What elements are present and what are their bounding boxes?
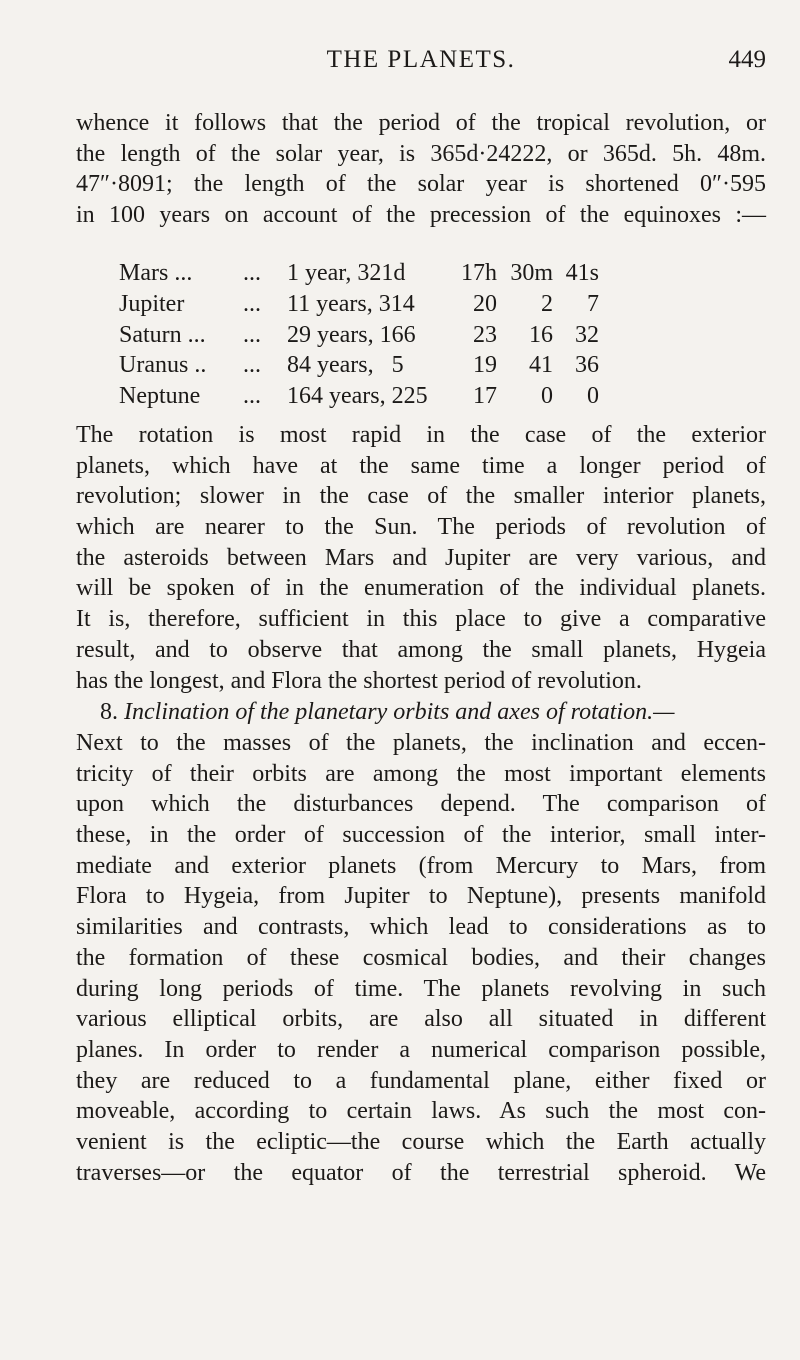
text-line: mediate and exterior planets (from Mercury to Mars, from	[76, 852, 766, 879]
text-line: Flora to Hygeia, from Jupiter to Neptune), presents manifold	[76, 883, 766, 910]
text-line: moveable, according to certain laws. As such the most con-	[76, 1098, 766, 1125]
leader-dots: ...	[243, 290, 261, 317]
page-number: 449	[728, 46, 766, 73]
period-hours: 19	[473, 352, 497, 379]
text-line: these, in the order of succession of the interior, small inter-	[76, 822, 766, 849]
intro-paragraph	[76, 108, 766, 231]
section-8-paragraph	[76, 728, 766, 1188]
period-seconds: 36	[575, 352, 599, 379]
period-years-days: 11 years, 314	[287, 290, 415, 317]
leader-dots: ...	[243, 260, 261, 286]
text-line: The rotation is most rapid in the case of the exterior	[76, 422, 766, 448]
text-line: the length of the solar year, is 365d·24222, or 365d. 5h. 48m.	[76, 140, 766, 167]
planet-name: Uranus ..	[119, 352, 207, 379]
text-line: result, and to observe that among the small planets, Hygeia	[76, 636, 766, 663]
text-line: traverses—or the equator of the terrestrial spheroid. We	[76, 1159, 766, 1186]
text-line: 47″·8091; the length of the solar year is shortened 0″·595	[76, 171, 766, 198]
text-line: during long periods of time. The planets revolving in such	[76, 975, 766, 1002]
period-years-days: 29 years, 166	[287, 321, 416, 348]
section-number: 8.	[100, 699, 118, 725]
planet-name: Mars ...	[119, 260, 193, 286]
planet-name: Jupiter	[119, 290, 185, 317]
running-head	[76, 46, 766, 86]
table-row	[119, 352, 759, 383]
table-row	[119, 322, 759, 353]
period-hours: 17h	[461, 260, 497, 286]
leader-dots: ...	[243, 321, 261, 348]
text-line: the formation of these cosmical bodies, and their changes	[76, 944, 766, 971]
period-years-days: 84 years, 5	[287, 352, 404, 379]
planet-name: Saturn ...	[119, 321, 206, 348]
period-seconds: 32	[575, 321, 599, 348]
text-line: tricity of their orbits are among the most important elements	[76, 760, 766, 787]
period-minutes: 16	[529, 321, 553, 348]
leader-dots: ...	[243, 352, 261, 379]
period-hours: 20	[473, 290, 497, 317]
text-line: Next to the masses of the planets, the inclination and eccen-	[76, 730, 766, 756]
text-line: will be spoken of in the enumeration of the individual planets.	[76, 575, 766, 602]
text-line: has the longest, and Flora the shortest period of revolution.	[76, 667, 642, 694]
text-line: they are reduced to a fundamental plane, either fixed or	[76, 1067, 766, 1094]
text-line: It is, therefore, sufficient in this place to give a comparative	[76, 606, 766, 633]
period-years-days: 1 year, 321d	[287, 260, 406, 286]
text-line: which are nearer to the Sun. The periods of revolution of	[76, 514, 766, 541]
table-row	[119, 291, 759, 322]
period-hours: 17	[473, 383, 497, 410]
period-minutes: 30m	[510, 260, 553, 286]
text-line: upon which the disturbances depend. The comparison of	[76, 791, 766, 818]
rotation-paragraph	[76, 420, 766, 696]
period-seconds: 7	[587, 290, 599, 317]
text-line: planets, which have at the same time a longer period of	[76, 452, 766, 479]
period-minutes: 2	[541, 290, 553, 317]
period-seconds: 41s	[565, 260, 599, 286]
text-line: similarities and contrasts, which lead to considerations as to	[76, 914, 766, 941]
running-title: THE PLANETS.	[326, 46, 516, 73]
section-8-heading	[76, 697, 766, 728]
text-line: revolution; slower in the case of the smaller interior planets,	[76, 483, 766, 510]
section-title: Inclination of the planetary orbits and axes of rotation.—	[124, 699, 675, 725]
text-line: planes. In order to render a numerical comparison possible,	[76, 1036, 766, 1063]
period-hours: 23	[473, 321, 497, 348]
revolution-periods-table	[119, 260, 759, 414]
section-heading-line	[76, 697, 766, 728]
text-line: the asteroids between Mars and Jupiter are very various, and	[76, 544, 766, 571]
period-minutes: 0	[541, 383, 553, 410]
table-row	[119, 383, 759, 414]
text-line: various elliptical orbits, are also all situated in different	[76, 1006, 766, 1033]
period-seconds: 0	[587, 383, 599, 410]
text-line: venient is the ecliptic—the course which the Earth actually	[76, 1128, 766, 1155]
period-minutes: 41	[529, 352, 553, 379]
planet-name: Neptune	[119, 383, 201, 410]
table-row	[119, 260, 759, 291]
leader-dots: ...	[243, 383, 261, 410]
period-years-days: 164 years, 225	[287, 383, 428, 410]
text-line: in 100 years on account of the precession of the equinoxes :—	[76, 202, 766, 229]
text-line: whence it follows that the period of the tropical revolution, or	[76, 110, 766, 136]
